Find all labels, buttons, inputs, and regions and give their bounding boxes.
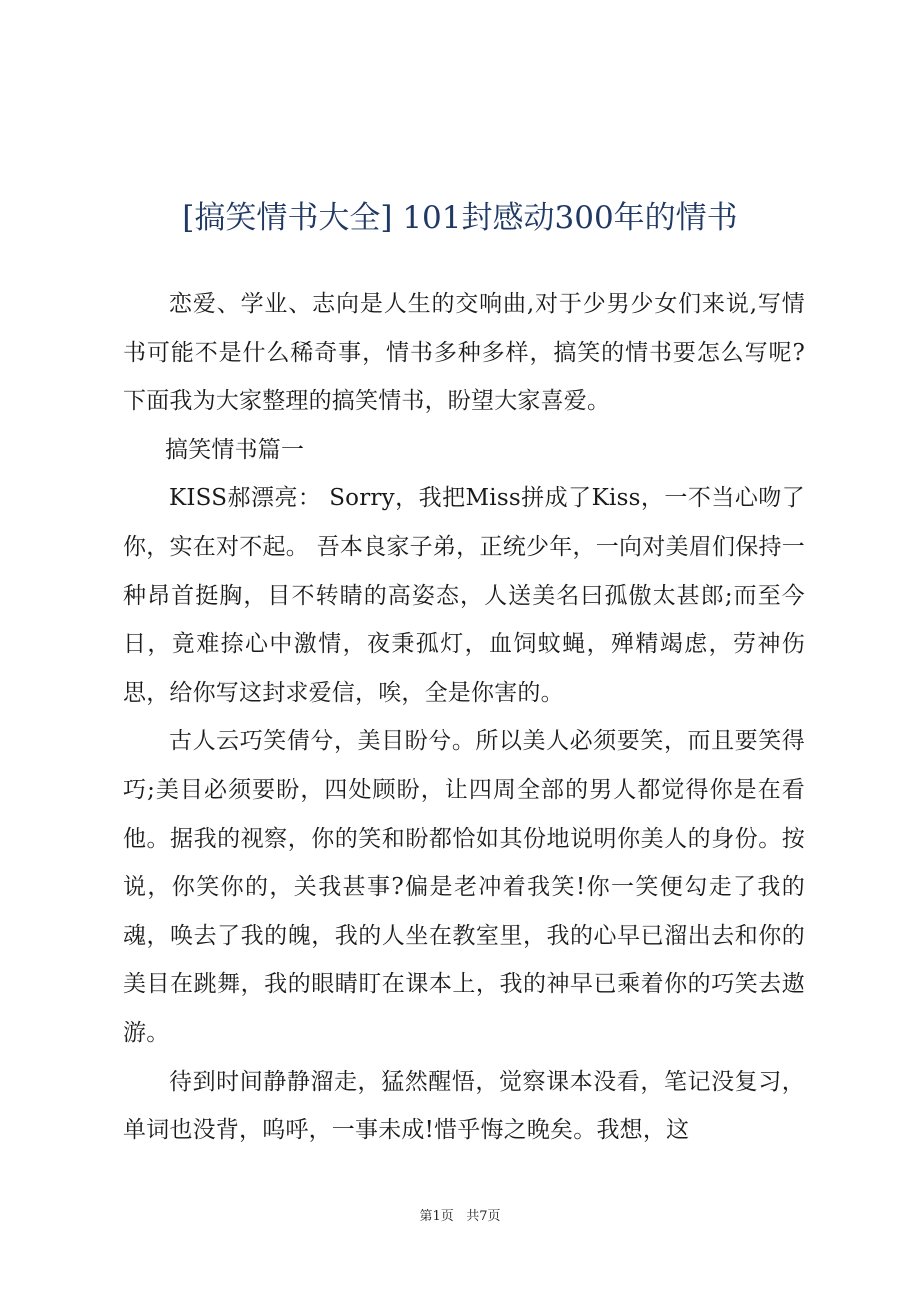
document-body: [123, 280, 805, 1155]
section-heading: [123, 426, 805, 475]
page-footer: [0, 1208, 920, 1226]
paragraph-regret: 待到时间静静溜走，猛然醒悟，觉察课本没看，笔记没复习，单词也没背，呜呼，一事未成!惜乎悔之晚矣。我想，这: [123, 1068, 805, 1144]
document-title: [搞笑情书大全] 101封感动300年的情书: [182, 200, 738, 236]
page-total: 共7页: [466, 1209, 501, 1224]
paragraph-letter-opening: KISS郝漂亮： Sorry，我把Miss拼成了Kiss，一不当心吻了你，实在对不起。 吾本良家子弟，正统少年，一向对美眉们保持一种昂首挺胸，目不转睛的高姿态，人送美名曰孤傲太甚郎;而至今日，竟难捺心中激情，夜秉孤灯，血饲蚊蝇，殚精竭虑，劳神伤思，给你写这封求爱信，唉，全是你害的。: [123, 485, 805, 706]
section-heading-text: 搞笑情书篇一: [165, 436, 305, 463]
paragraph-smile: 古人云巧笑倩兮，美目盼兮。所以美人必须要笑，而且要笑得巧;美目必须要盼，四处顾盼，让四周全部的男人都觉得你是在看他。据我的视察，你的笑和盼都恰如其份地说明你美人的身份。按说，你笑你的，关我甚事?偏是老冲着我笑!你一笑便勾走了我的魂，唤去了我的魄，我的人坐在教室里，我的心早已溜出去和你的美目在跳舞，我的眼睛盯在课本上，我的神早已乘着你的巧笑去遨游。: [123, 728, 805, 1046]
paragraph-intro: 恋爱、学业、志向是人生的交响曲,对于少男少女们来说,写情书可能不是什么稀奇事，情书多种多样，搞笑的情书要怎么写呢?下面我为大家整理的搞笑情书，盼望大家喜爱。: [123, 291, 805, 415]
page-number: 第1页: [419, 1209, 454, 1224]
